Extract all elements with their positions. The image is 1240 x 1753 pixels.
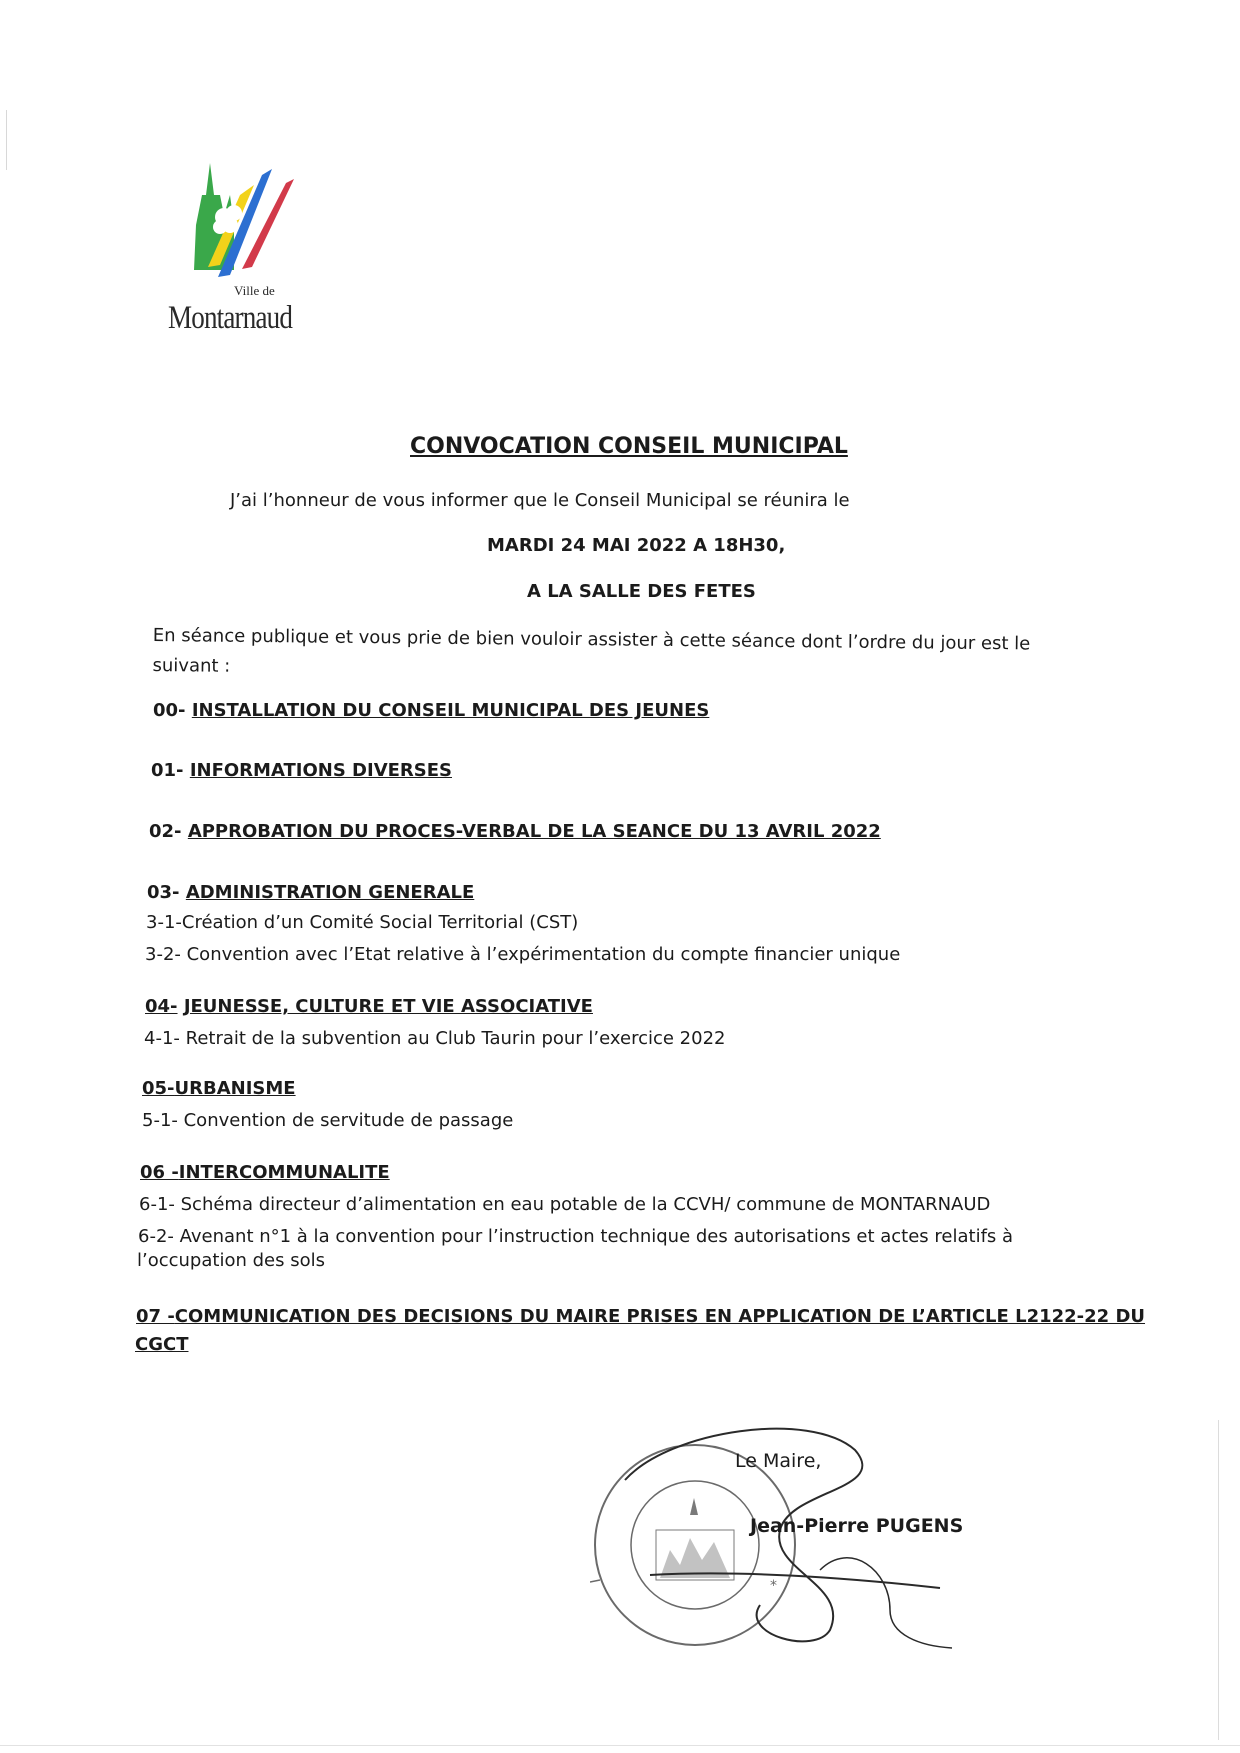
svg-text:*: *	[770, 1578, 777, 1594]
agenda-item-6-1: 6-1- Schéma directeur d’alimentation en eau potable de la CCVH/ commune de MONTARNAUD	[139, 1194, 991, 1215]
agenda-section-06	[140, 1162, 390, 1183]
agenda-title: APPROBATION DU PROCES-VERBAL DE LA SEANCE DU 13 AVRIL 2022	[187, 821, 881, 842]
town-logo-graphic	[190, 155, 310, 285]
logo-town-name: Montarnaud	[168, 300, 293, 336]
agenda-section-04	[145, 996, 593, 1017]
meeting-place: A LA SALLE DES FETES	[527, 581, 756, 602]
agenda-number: 07 -	[136, 1306, 175, 1327]
agenda-title: JEUNESSE, CULTURE ET VIE ASSOCIATIVE	[183, 996, 593, 1017]
agenda-title: URBANISME	[174, 1078, 296, 1099]
scan-edge-right	[1218, 1420, 1219, 1740]
agenda-item-4-1: 4-1- Retrait de la subvention au Club Taurin pour l’exercice 2022	[144, 1028, 726, 1049]
agenda-item-6-2: 6-2- Avenant n°1 à la convention pour l’instruction technique des autorisations et actes relatifs à	[138, 1226, 1014, 1247]
agenda-item-3-1: 3-1-Création d’un Comité Social Territorial (CST)	[146, 912, 579, 933]
agenda-title: ADMINISTRATION GENERALE	[185, 882, 475, 903]
agenda-item-5-1: 5-1- Convention de servitude de passage	[142, 1110, 514, 1131]
signatory-name: Jean-Pierre PUGENS	[750, 1515, 964, 1537]
agenda-section-05	[142, 1078, 296, 1099]
town-logo	[168, 155, 330, 340]
agenda-section-01	[151, 760, 452, 781]
intro-line: J’ai l’honneur de vous informer que le Conseil Municipal se réunira le	[230, 490, 850, 511]
agenda-title-cont: CGCT	[135, 1334, 189, 1355]
document-title: CONVOCATION CONSEIL MUNICIPAL	[410, 434, 848, 459]
agenda-title: COMMUNICATION DES DECISIONS DU MAIRE PRISES EN APPLICATION DE L’ARTICLE L2122-22 DU	[174, 1306, 1146, 1327]
intro-paragraph: En séance publique et vous prie de bien vouloir assister à cette séance dont l’ordre du jour est le suivant :	[152, 624, 1031, 677]
signatory-role: Le Maire,	[735, 1450, 822, 1472]
agenda-title: INTERCOMMUNALITE	[178, 1162, 390, 1183]
logo-prefix: Ville de	[234, 283, 275, 298]
agenda-number: 03-	[147, 882, 180, 903]
scan-edge-bottom	[0, 1745, 1240, 1746]
agenda-number: 04-	[145, 996, 178, 1017]
agenda-item-3-2: 3-2- Convention avec l’Etat relative à l’expérimentation du compte financier unique	[145, 944, 901, 965]
scan-edge-left	[6, 110, 7, 170]
agenda-number: 02-	[149, 821, 182, 842]
agenda-number: 00-	[153, 700, 186, 721]
agenda-section-07	[136, 1306, 1145, 1327]
agenda-item-6-2-cont: l’occupation des sols	[137, 1250, 325, 1271]
agenda-title: INSTALLATION DU CONSEIL MUNICIPAL DES JEUNES	[191, 700, 710, 721]
agenda-title: INFORMATIONS DIVERSES	[189, 760, 452, 781]
agenda-section-03	[147, 882, 474, 903]
agenda-section-02	[149, 821, 881, 842]
agenda-number: 06 -	[140, 1162, 179, 1183]
meeting-date: MARDI 24 MAI 2022 A 18H30,	[487, 535, 786, 556]
agenda-number: 01-	[151, 760, 184, 781]
agenda-number: 05-	[142, 1078, 175, 1099]
agenda-section-07-cont	[135, 1334, 188, 1355]
agenda-section-00	[153, 700, 709, 721]
